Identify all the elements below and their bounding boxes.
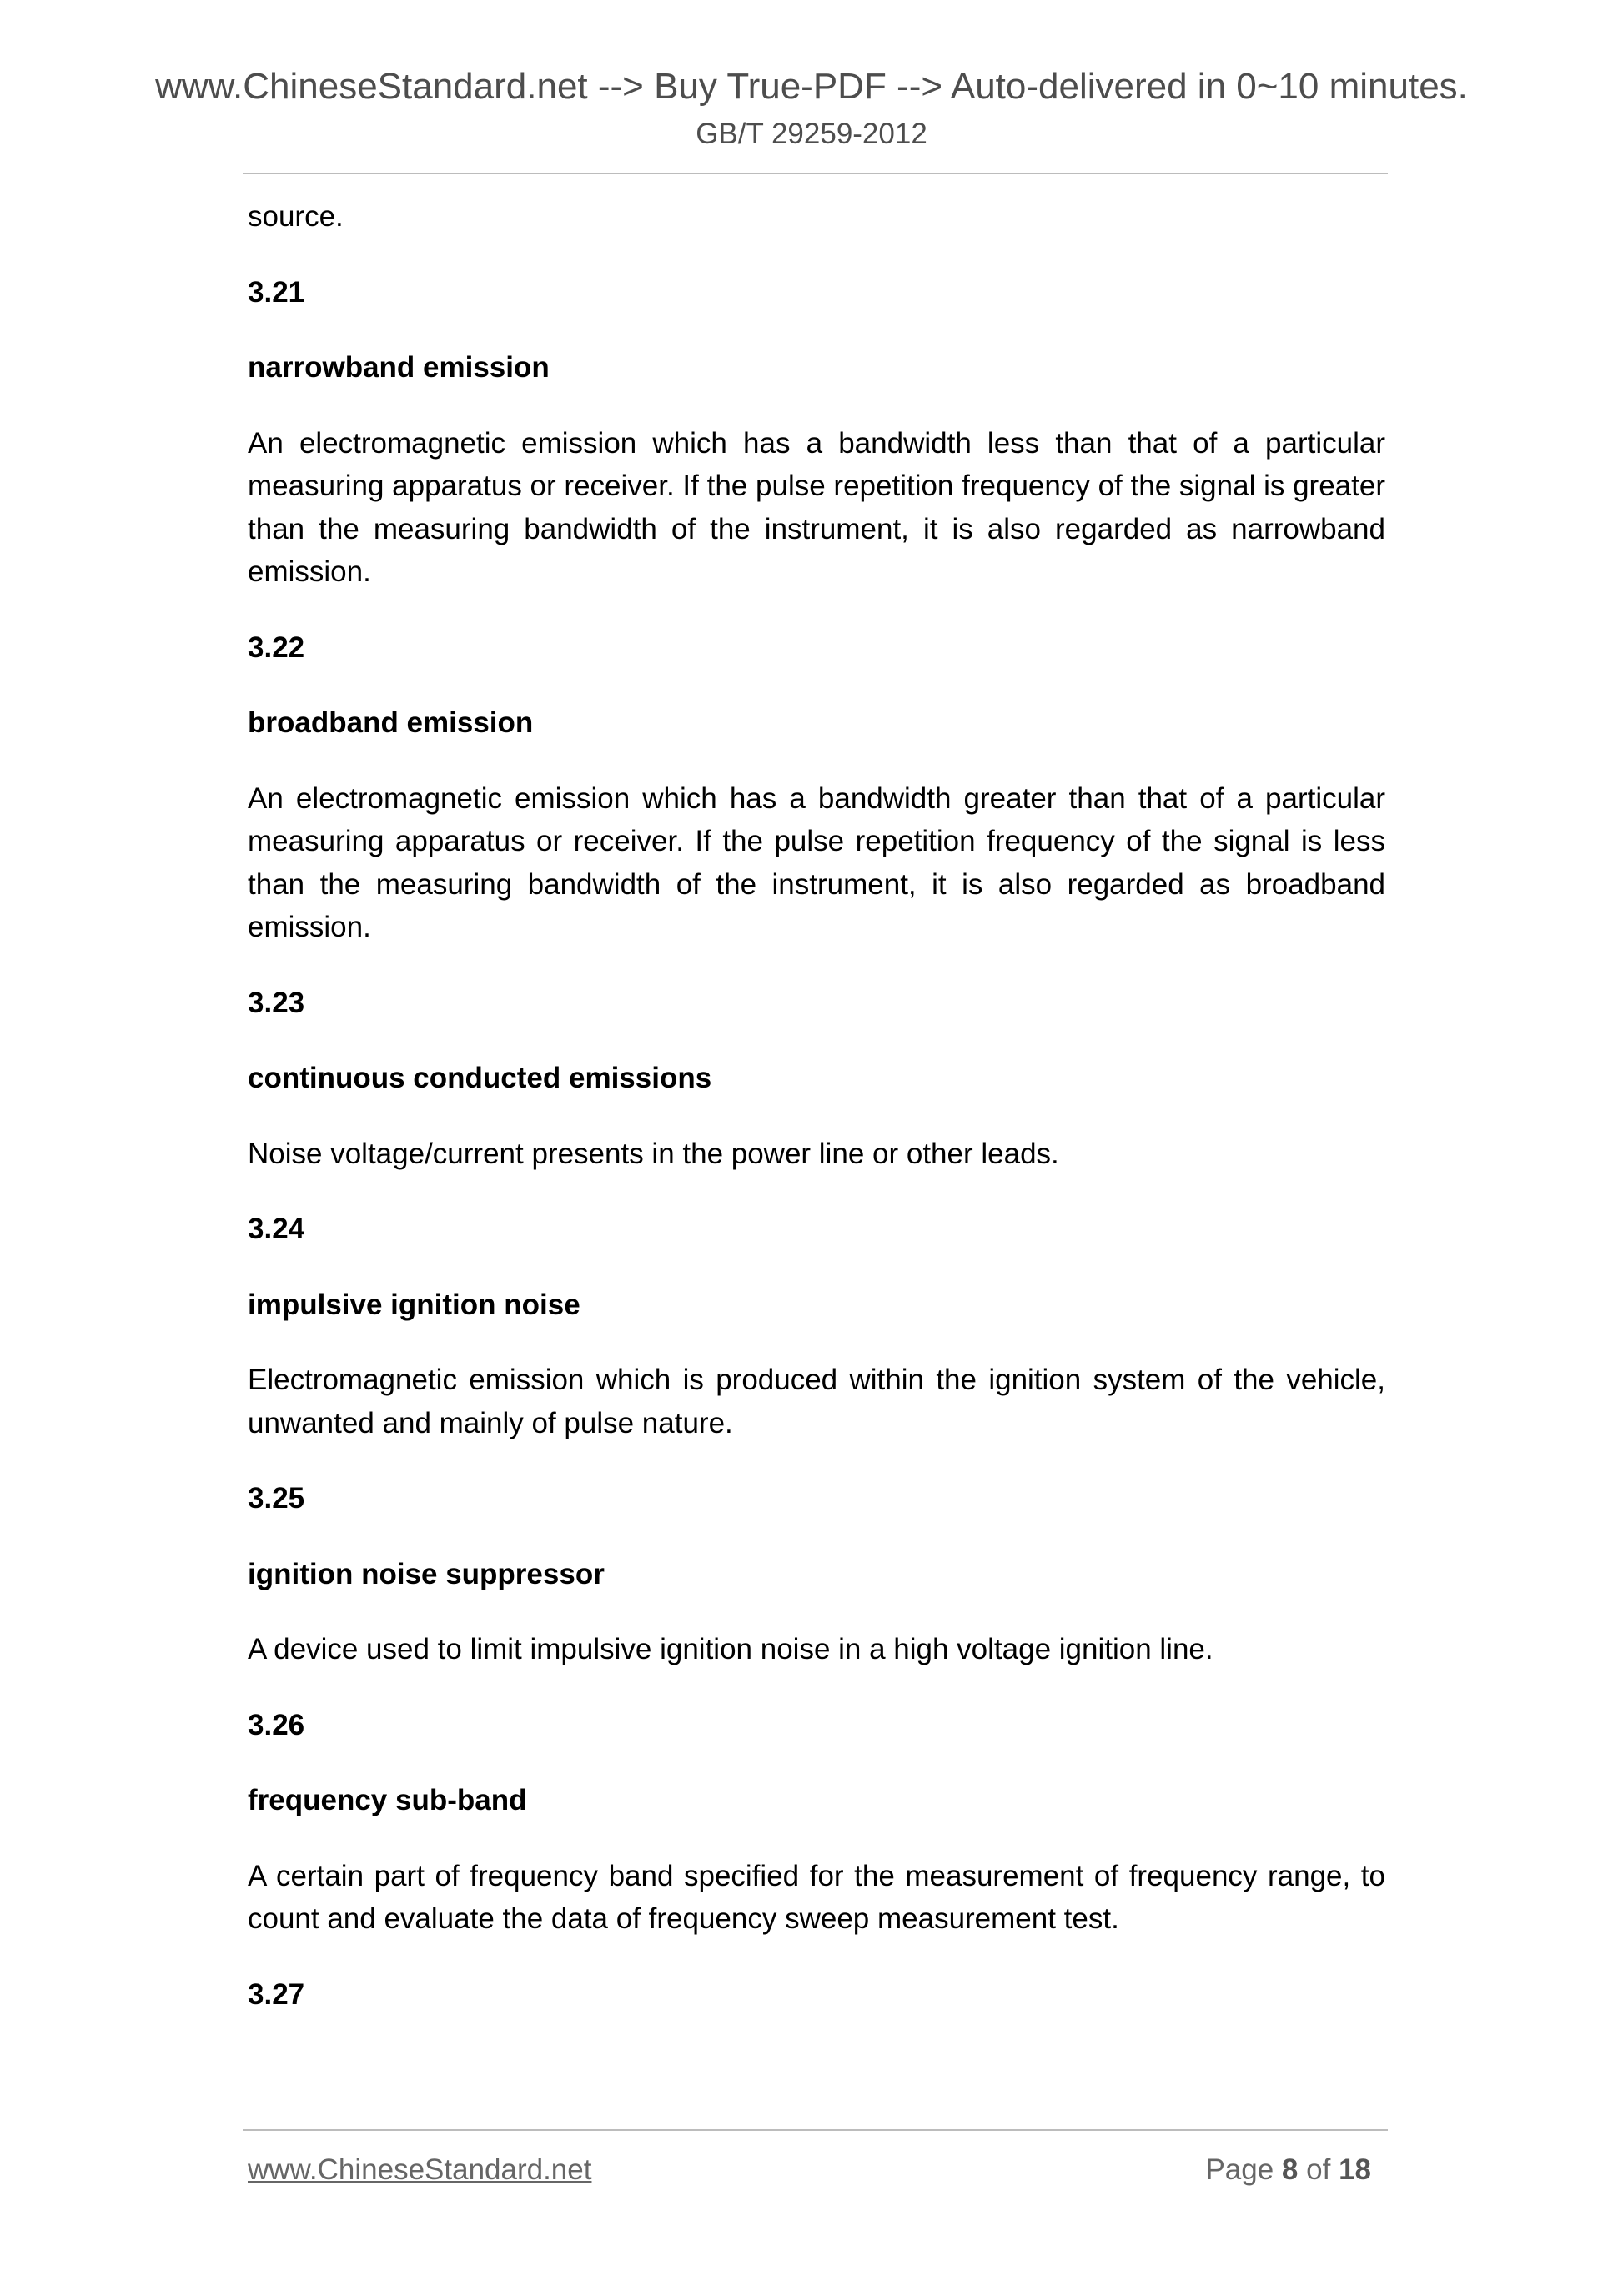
header-divider — [243, 173, 1388, 174]
clause-number: 3.21 — [248, 275, 305, 309]
paragraph-continuation: source. — [248, 200, 344, 233]
page-prefix: Page — [1205, 2153, 1274, 2186]
term-heading: impulsive ignition noise — [248, 1288, 580, 1321]
header-banner: www.ChineseStandard.net --> Buy True-PDF --> Auto-delivered in 0~10 minutes. — [155, 66, 1468, 107]
clause-number: 3.25 — [248, 1482, 305, 1515]
page-content — [248, 195, 1385, 2048]
term-heading: narrowband emission — [248, 351, 550, 384]
footer-divider — [243, 2129, 1388, 2131]
page-current: 8 — [1281, 2153, 1299, 2186]
term-heading: continuous conducted emissions — [248, 1062, 712, 1094]
term-heading: broadband emission — [248, 706, 534, 739]
clause-number: 3.22 — [248, 631, 305, 664]
term-heading: ignition noise suppressor — [248, 1557, 605, 1590]
footer-website-link[interactable]: www.ChineseStandard.net — [248, 2153, 592, 2186]
page-total: 18 — [1339, 2153, 1371, 2186]
term-definition: An electromagnetic emission which has a bandwidth less than that of a particular measuring apparatus or receiver. If the pulse repetition frequency of the signal is greater than the measuring bandwidth of the instrument, it is also regarded as narrowband emission. — [248, 426, 1385, 588]
clause-number: 3.23 — [248, 986, 305, 1019]
term-definition: Electromagnetic emission which is produced within the ignition system of the vehicle, unwanted and mainly of pulse nature. — [248, 1364, 1385, 1439]
document-code: GB/T 29259-2012 — [696, 118, 927, 150]
clause-number: 3.24 — [248, 1213, 305, 1245]
term-definition: A certain part of frequency band specified for the measurement of frequency range, to count and evaluate the data of frequency sweep measurement test. — [248, 1859, 1385, 1935]
term-heading: frequency sub-band — [248, 1784, 527, 1816]
term-definition: A device used to limit impulsive ignition noise in a high voltage ignition line. — [248, 1633, 1213, 1665]
term-definition: An electromagnetic emission which has a bandwidth greater than that of a particular measuring apparatus or receiver. If the pulse repetition frequency of the signal is less than the measuring bandwidth of the instrument, it is also regarded as broadband emission. — [248, 781, 1385, 943]
clause-number: 3.27 — [248, 1977, 305, 2011]
term-definition: Noise voltage/current presents in the power line or other leads. — [248, 1137, 1059, 1170]
page-of: of — [1306, 2153, 1331, 2186]
page-indicator — [1205, 2152, 1371, 2188]
clause-number: 3.26 — [248, 1708, 305, 1741]
